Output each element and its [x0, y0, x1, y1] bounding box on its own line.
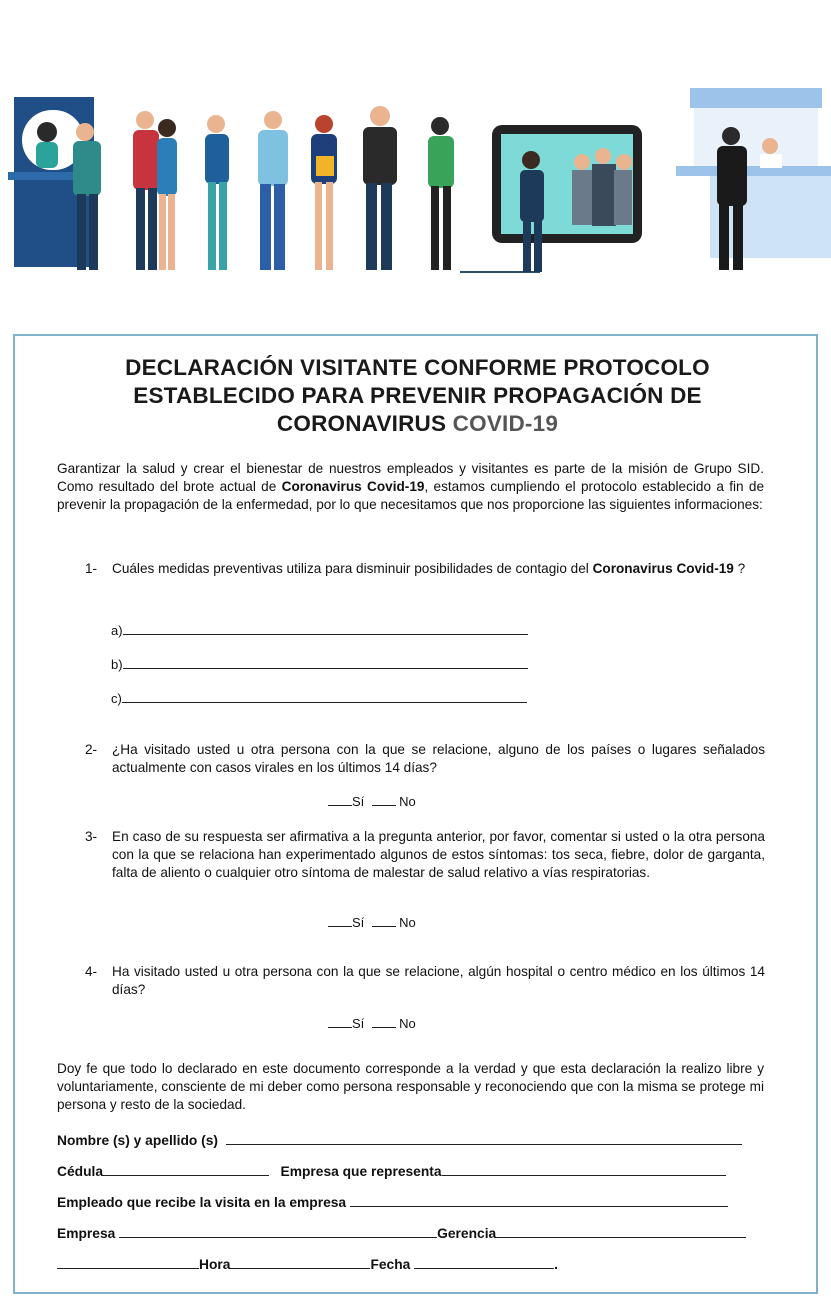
field-id-company[interactable]: Cédula Empresa que representa	[57, 1163, 726, 1179]
answer-line-c[interactable]: c)	[111, 690, 527, 706]
question-3: 3- En caso de su respuesta ser afirmativa a la pregunta anterior, por favor, comentar si usted o la otra persona con la que se relaciona han experimentado algunos de estos síntomas: tos seca, fiebre, dolor de garganta, falta de aliento o cualquier otro síntoma de malestar de salud relativo a vías respiratorias.	[85, 829, 765, 880]
title-accent: COVID-19	[452, 411, 559, 436]
intro-paragraph: Garantizar la salud y crear el bienestar de nuestros empleados y visitantes es parte de la misión de Grupo SID. Como resultado del brote actual de Coronavirus Covid-19, estamos cumpliendo el protocolo establecido a fin de prevenir la propagación de la enfermedad, por lo que necesitamos que nos proporcione las siguientes informaciones:	[57, 461, 765, 512]
question-number: 1-	[85, 561, 98, 576]
yes-no-4[interactable]: Sí No	[328, 1016, 416, 1031]
people-queue-reception-illustration	[0, 80, 831, 280]
declaration-paragraph: Doy fe que todo lo declarado en este documento corresponde a la verdad y que esta declaración la realizo libre y voluntariamente, consciente de mi deber como persona responsable y reconociendo que con la misma se protege mi persona y resto de la sociedad.	[57, 1061, 764, 1112]
question-2: 2- ¿Ha visitado usted u otra persona con la que se relacione, alguno de los países o lugares señalados actualmente con casos virales en los últimos 14 días?	[85, 742, 765, 775]
answer-line-a[interactable]: a)	[111, 622, 528, 638]
field-employee[interactable]: Empleado que recibe la visita en la empresa	[57, 1194, 728, 1210]
question-4: 4- Ha visitado usted u otra persona con la que se relacione, algún hospital o centro médico en los últimos 14 días?	[85, 964, 765, 997]
yes-no-2[interactable]: Sí No	[328, 794, 416, 809]
field-time-date[interactable]: Hora Fecha .	[57, 1256, 558, 1272]
field-company-department[interactable]: Empresa Gerencia	[57, 1225, 746, 1241]
answer-line-b[interactable]: b)	[111, 656, 528, 672]
yes-no-3[interactable]: Sí No	[328, 915, 416, 930]
title-main: DECLARACIÓN VISITANTE CONFORME PROTOCOLO ESTABLECIDO PARA PREVENIR PROPAGACIÓN DE CORONAVIRUS	[125, 355, 710, 436]
field-name[interactable]: Nombre (s) y apellido (s)	[57, 1132, 742, 1148]
question-1: 1- Cuáles medidas preventivas utiliza para disminuir posibilidades de contagio del Coronavirus Covid-19 ?	[85, 561, 746, 576]
visitor-declaration-form	[13, 334, 818, 1294]
form-title	[55, 354, 780, 438]
